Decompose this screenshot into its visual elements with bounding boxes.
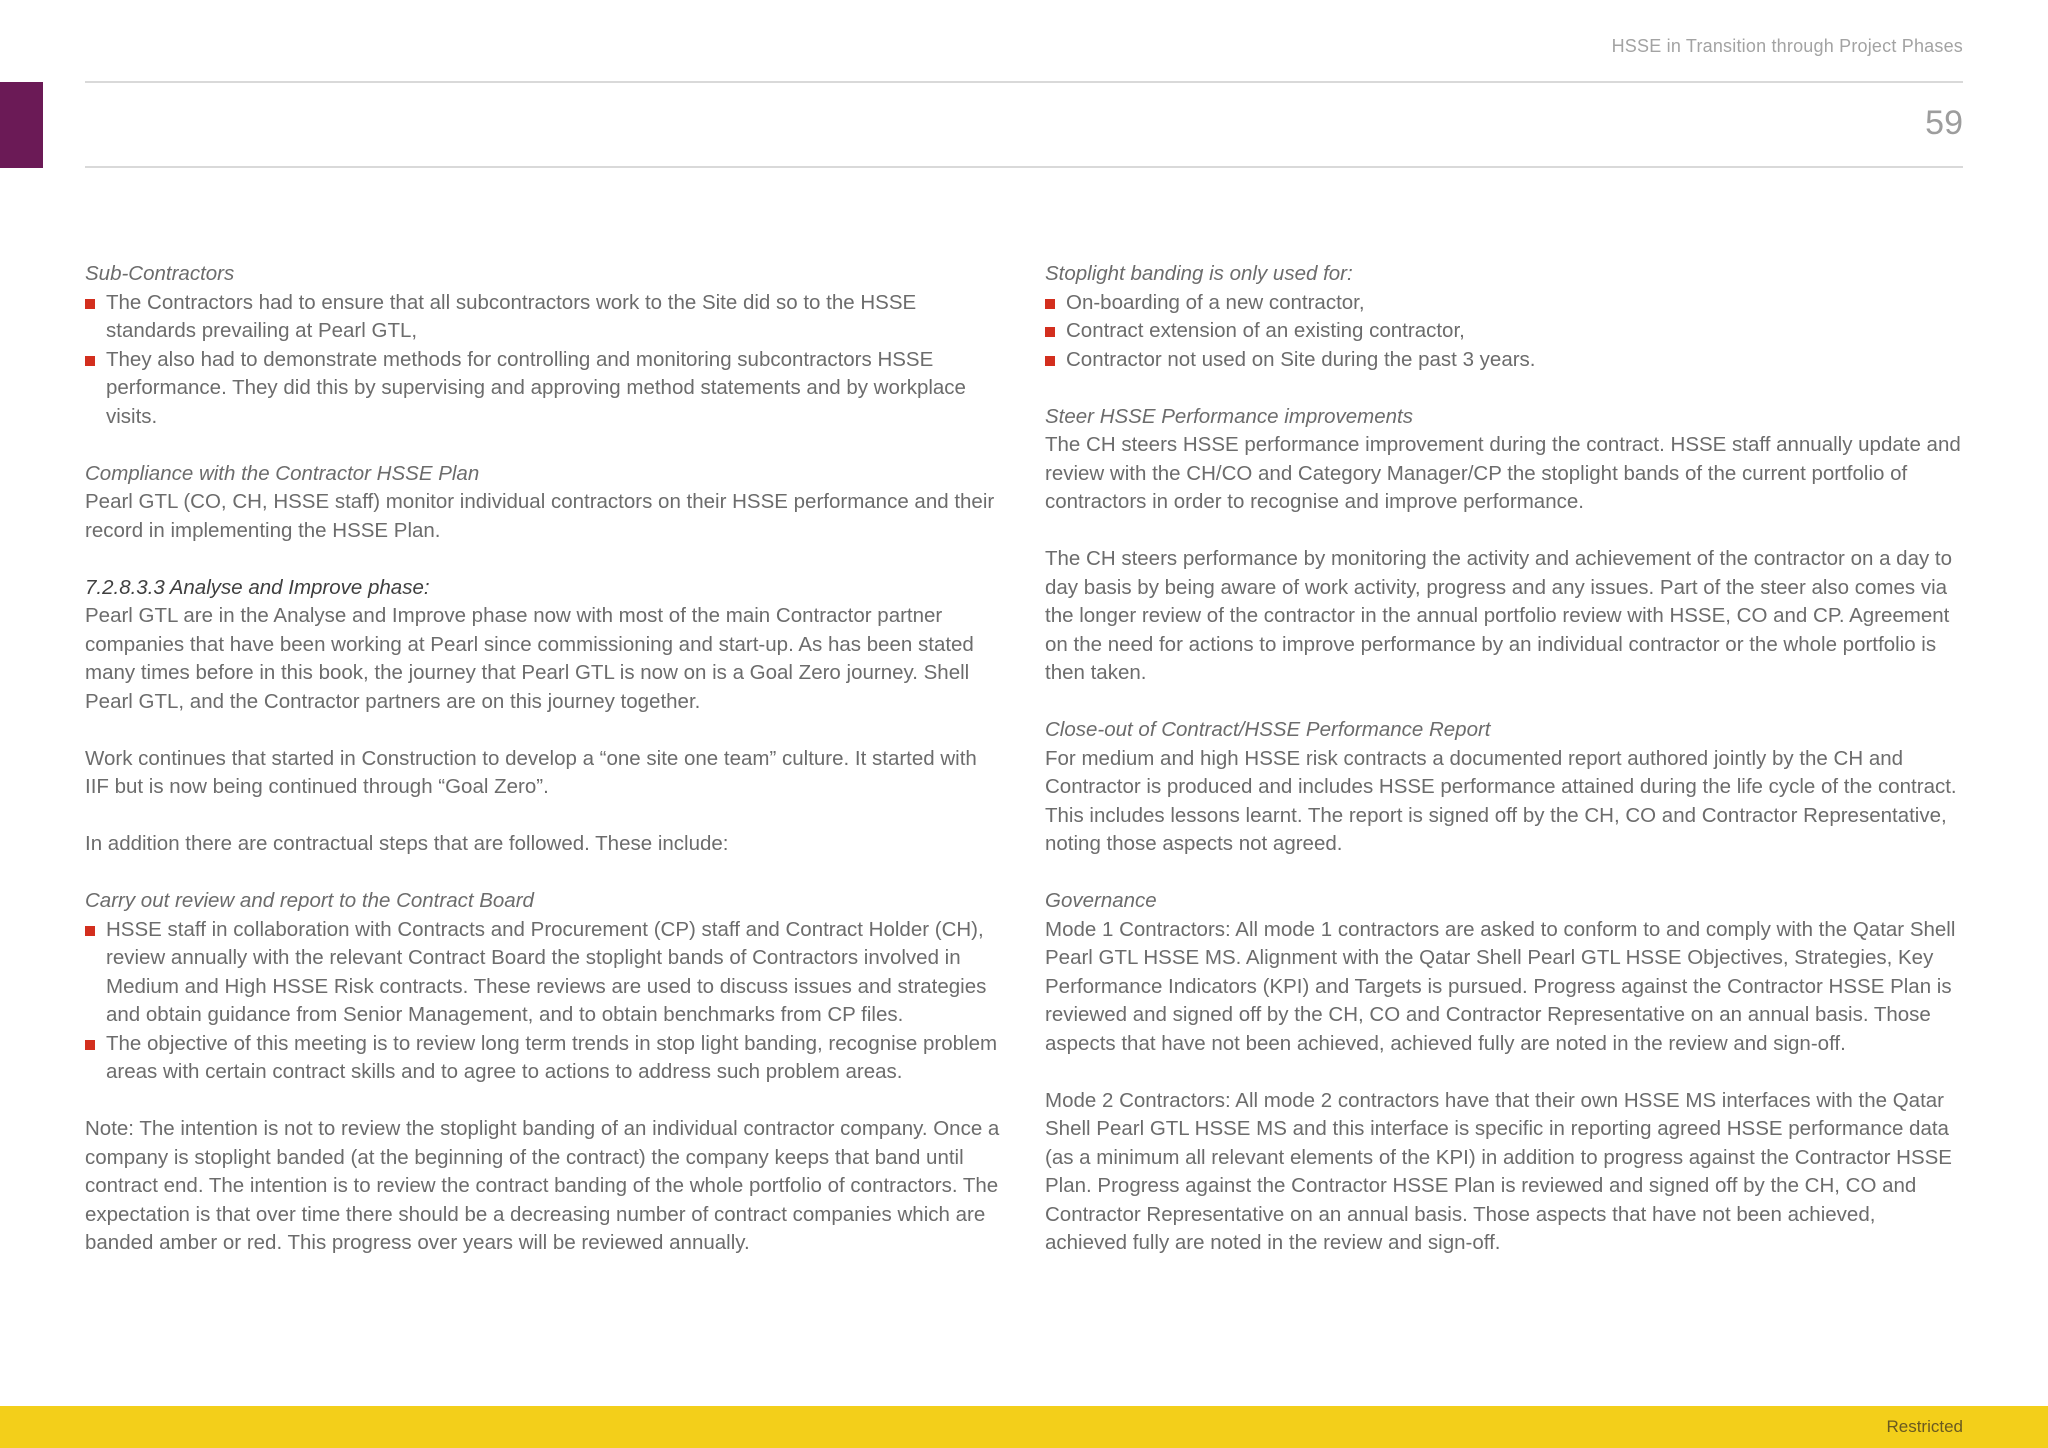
subcontractors-section: [85, 260, 1005, 431]
list-item: [85, 916, 1005, 1030]
steer-detail-section: [1045, 545, 1963, 688]
governance-mode2-paragraph: Mode 2 Contractors: All mode 2 contractors have that their own HSSE MS interfaces with the Qatar Shell Pearl GTL HSSE MS and this interface is specific in reporting agreed HSSE performance data (as a minimum all relevant elements of the KPI) in addition to progress against the Contractor HSSE Plan. Progress against the Contractor HSSE Plan is reviewed and signed off by the CH, CO and Contractor Representative on an annual basis. Those aspects that have not been achieved, achieved fully are noted in the review and sign-off.: [1045, 1088, 1952, 1254]
list-item: [1045, 346, 1963, 375]
list-item: [85, 289, 1005, 346]
subcontractors-heading: Sub-Contractors: [85, 262, 235, 285]
bullet-square-icon: [85, 299, 95, 309]
closeout-heading: Close-out of Contract/HSSE Performance Report: [1045, 718, 1491, 741]
review-heading: Carry out review and report to the Contract Board: [85, 889, 534, 912]
compliance-paragraph: Pearl GTL (CO, CH, HSSE staff) monitor individual contractors on their HSSE performance and their record in implementing the HSSE Plan.: [85, 490, 995, 542]
stoplight-section: [1045, 260, 1963, 374]
closeout-section: [1045, 716, 1963, 859]
review-list: [85, 916, 1005, 1087]
work-continues-paragraph: Work continues that started in Construction to develop a “one site one team” culture. It started with IIF but is now being continued through “Goal Zero”.: [85, 746, 977, 798]
list-item: [1045, 289, 1963, 318]
page-number: 59: [1925, 104, 1963, 142]
governance-mode1-paragraph: Mode 1 Contractors: All mode 1 contractors are asked to conform to and comply with the Qatar Shell Pearl GTL HSSE MS. Alignment with the Qatar Shell Pearl GTL HSSE Objectives, Strategies, Key Performance Indicators (KPI) and Targets is pursued. Progress against the Contractor HSSE Plan is reviewed and signed off by the CH, CO and Contractor Representative on an annual basis. Those aspects that have not been achieved, achieved fully are noted in the review and sign-off.: [1045, 917, 1956, 1055]
list-item: [85, 346, 1005, 432]
bullet-square-icon: [85, 1040, 95, 1050]
steer-section: [1045, 403, 1963, 517]
footer-bar: [0, 1406, 2048, 1448]
list-item-text: Contract extension of an existing contractor,: [1066, 319, 1465, 342]
closeout-paragraph: For medium and high HSSE risk contracts a documented report authored jointly by the CH and Contractor is produced and includes HSSE performance attained during the life cycle of the contract. This includes lessons learnt. The report is signed off by the CH, CO and Contractor Representative, noting those aspects not agreed.: [1045, 746, 1957, 855]
list-item-text: On-boarding of a new contractor,: [1066, 290, 1365, 314]
bullet-square-icon: [85, 356, 95, 366]
list-item-text: The Contractors had to ensure that all subcontractors work to the Site did so to the HSSE standards prevailing at Pearl GTL,: [106, 290, 917, 342]
bullet-square-icon: [1045, 356, 1055, 366]
bullet-square-icon: [85, 926, 95, 936]
compliance-heading: Compliance with the Contractor HSSE Plan: [85, 461, 480, 485]
analyse-section: [85, 574, 1005, 717]
contractual-steps-section: [85, 830, 1005, 859]
analyse-heading: 7.2.8.3.3 Analyse and Improve phase:: [85, 575, 430, 599]
analyse-paragraph: Pearl GTL are in the Analyse and Improve phase now with most of the main Contractor partner companies that have been working at Pearl since commissioning and start-up. As has been stated many times before in this book, the journey that Pearl GTL is now on is a Goal Zero journey. Shell Pearl GTL, and the Contractor partners are on this journey together.: [85, 604, 974, 713]
steer-detail-paragraph: The CH steers performance by monitoring the activity and achievement of the contractor on a day to day basis by being aware of work activity, progress and any issues. Part of the steer also comes via the longer review of the contractor in the annual portfolio review with HSSE, CO and CP. Agreement on the need for actions to improve performance by an individual contractor or the whole portfolio is then taken.: [1045, 547, 1953, 684]
classification-label: Restricted: [1886, 1417, 1963, 1436]
note-paragraph: Note: The intention is not to review the stoplight banding of an individual contractor company. Once a company is stoplight banded (at the beginning of the contract) the company keeps that band until contract end. The intention is to review the contract banding of the whole portfolio of contractors. The expectation is that over time there should be a decreasing number of contract companies which are banded amber or red. This progress over years will be reviewed annually.: [85, 1117, 1000, 1254]
stoplight-heading: Stoplight banding is only used for:: [1045, 262, 1353, 285]
steer-paragraph: The CH steers HSSE performance improvement during the contract. HSSE staff annually update and review with the CH/CO and Category Manager/CP the stoplight bands of the current portfolio of contractors in order to recognise and improve performance.: [1045, 433, 1961, 513]
subcontractors-list: [85, 289, 1005, 432]
governance-section: [1045, 887, 1963, 1058]
governance-mode2-section: [1045, 1087, 1963, 1258]
list-item: [85, 1030, 1005, 1087]
header-rule-bottom: [85, 166, 1963, 168]
list-item-text: They also had to demonstrate methods for controlling and monitoring subcontractors HSSE performance. They did this by supervising and approving method statements and by workplace visits.: [106, 347, 966, 428]
running-header: HSSE in Transition through Project Phases: [1611, 36, 1963, 56]
right-column: [1045, 260, 1963, 1286]
compliance-section: [85, 460, 1005, 546]
bullet-square-icon: [1045, 327, 1055, 337]
stoplight-list: [1045, 289, 1963, 375]
governance-heading: Governance: [1045, 889, 1157, 912]
review-section: [85, 887, 1005, 1087]
left-column: [85, 260, 1005, 1286]
work-continues-section: [85, 745, 1005, 802]
steer-heading: Steer HSSE Performance improvements: [1045, 404, 1413, 428]
list-item-text: HSSE staff in collaboration with Contracts and Procurement (CP) staff and Contract Holder (CH), review annually with the relevant Contract Board the stoplight bands of Contractors involved in Medium and High HSSE Risk contracts. These reviews are used to discuss issues and strategies and obtain guidance from Senior Management, and to obtain benchmarks from CP files.: [106, 917, 987, 1026]
accent-bar: [0, 82, 43, 168]
list-item-text: The objective of this meeting is to review long term trends in stop light banding, recognise problem areas with certain contract skills and to agree to actions to address such problem areas.: [106, 1031, 998, 1083]
bullet-square-icon: [1045, 299, 1055, 309]
list-item: [1045, 317, 1963, 346]
list-item-text: Contractor not used on Site during the past 3 years.: [1066, 347, 1536, 371]
note-section: [85, 1115, 1005, 1258]
header-rule-top: [85, 81, 1963, 83]
contractual-steps-paragraph: In addition there are contractual steps that are followed. These include:: [85, 832, 729, 855]
